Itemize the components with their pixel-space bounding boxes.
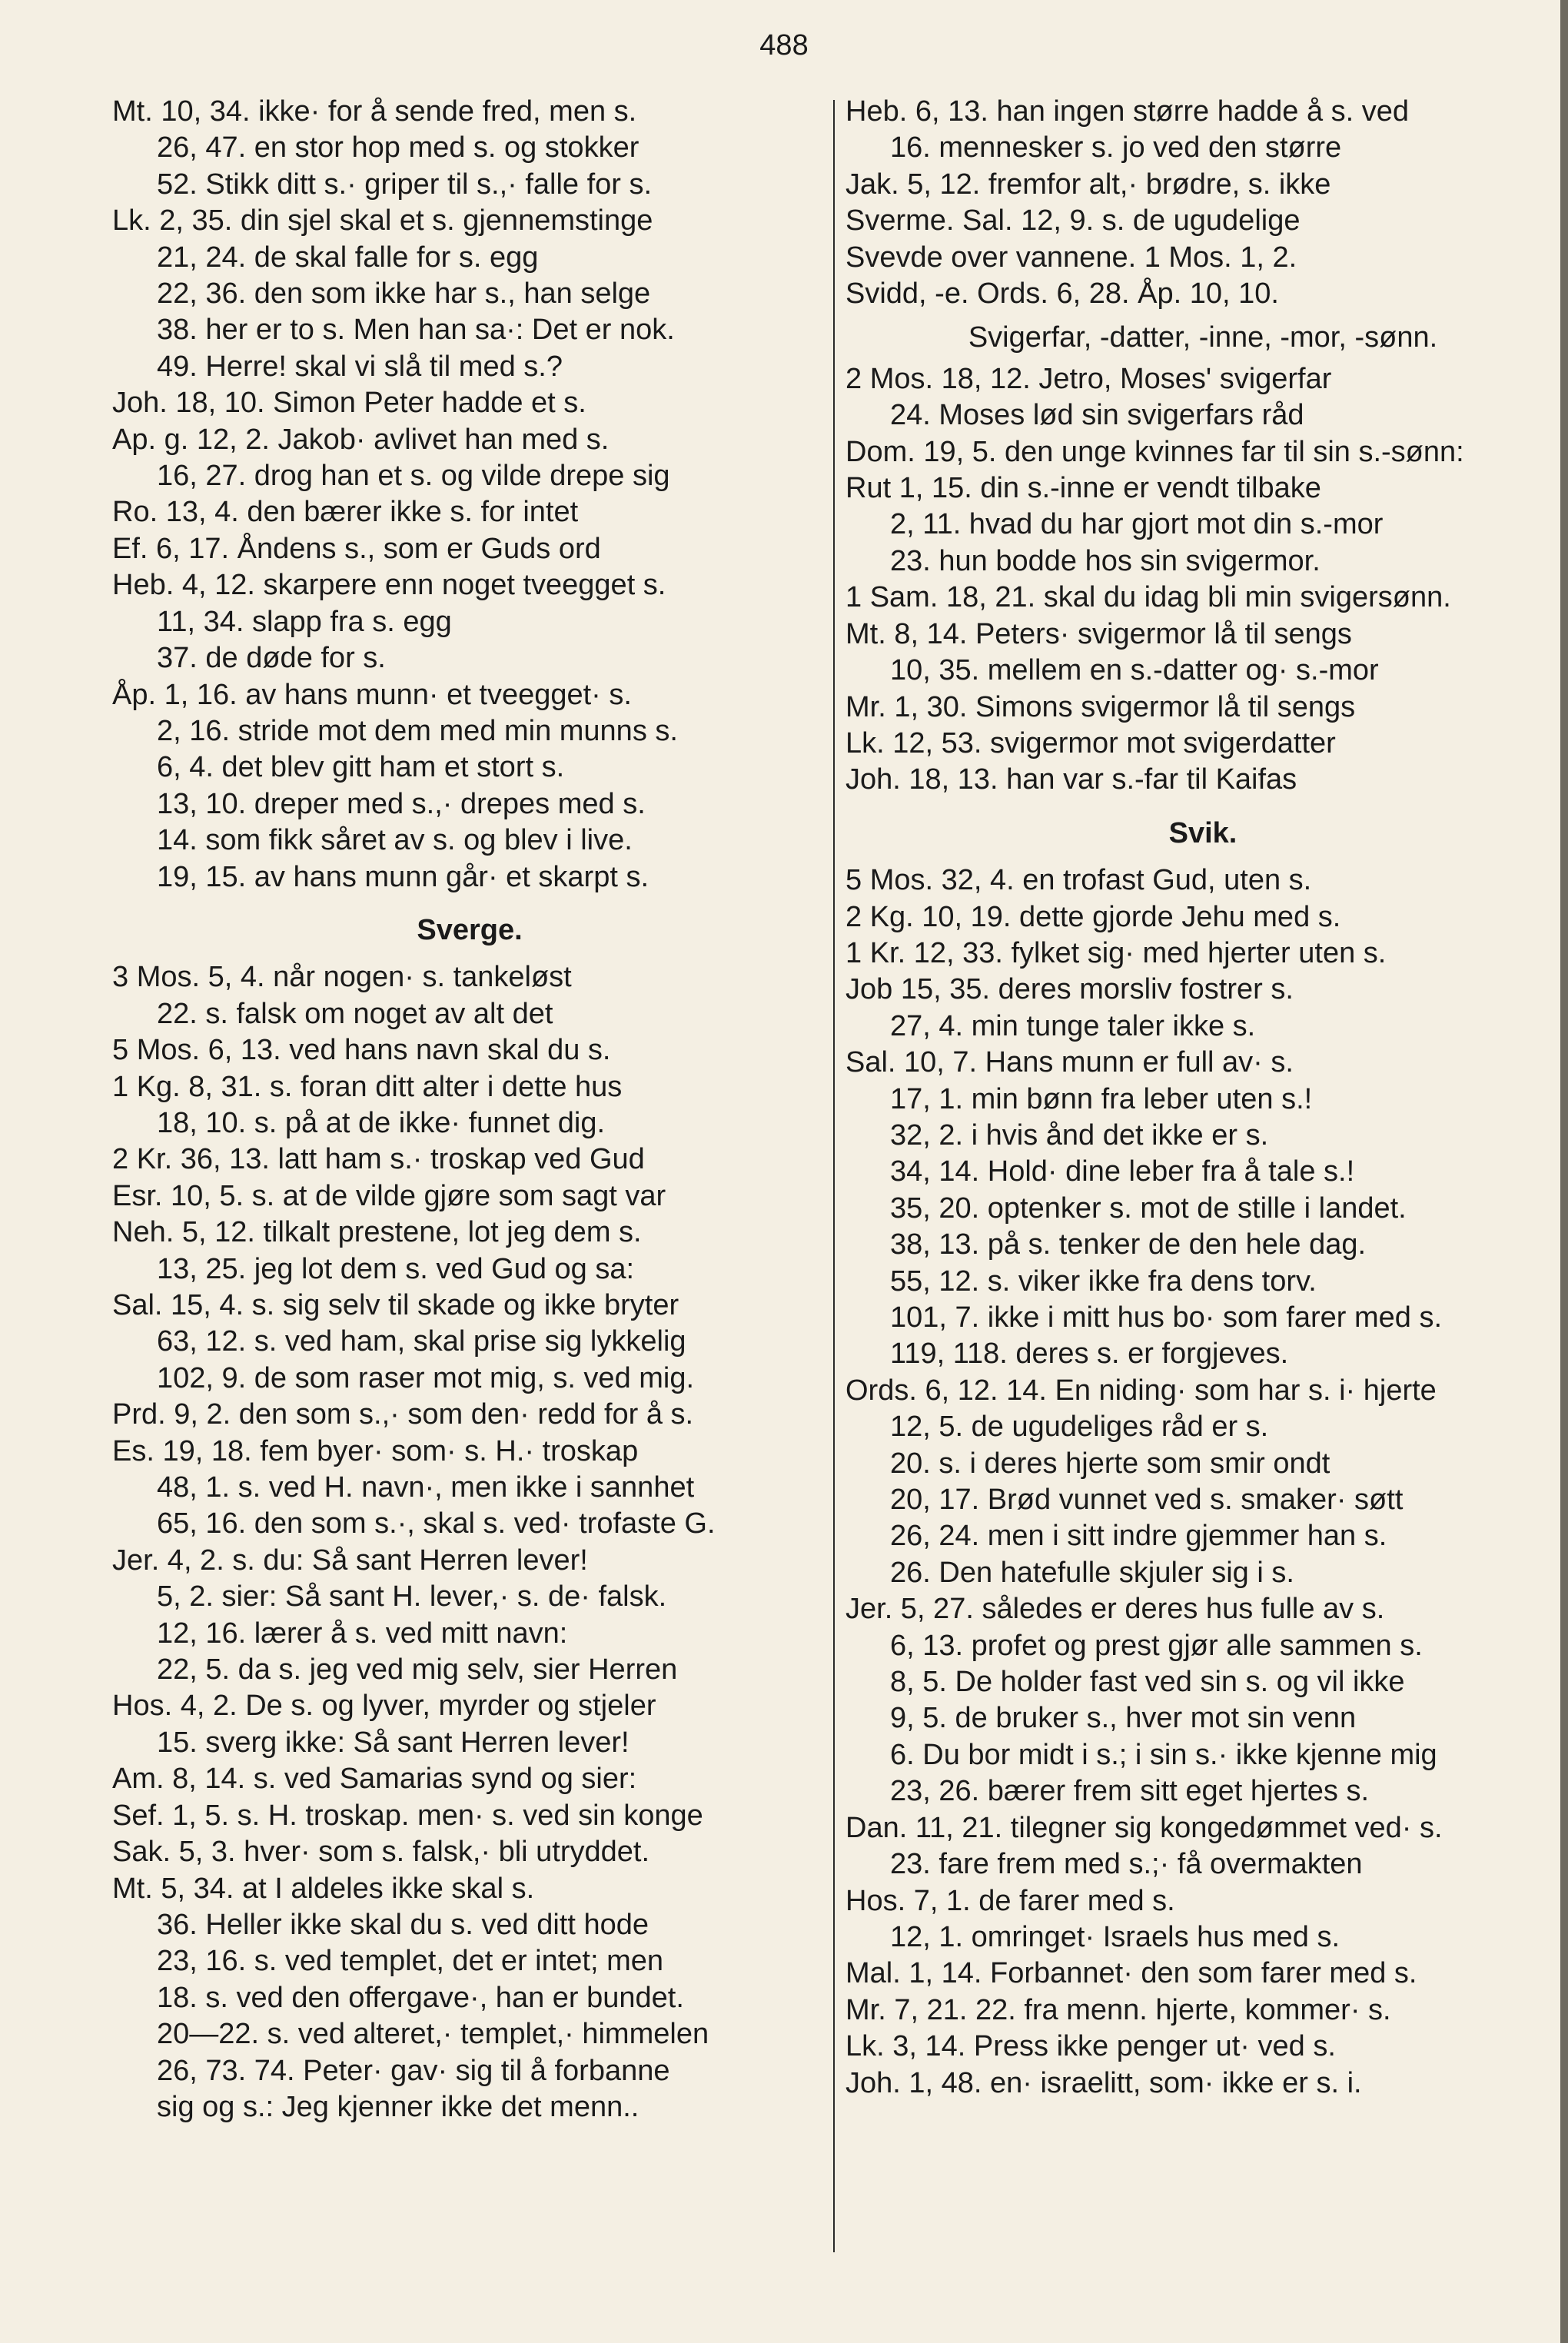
concordance-entry: Joh. 1, 48. en· israelitt, som· ikke er s. i.	[845, 2066, 1362, 2099]
concordance-entry: 22, 5. da s. jeg ved mig selv, sier Herren	[157, 1653, 678, 1687]
concordance-entry: 6. Du bor midt i s.; i sin s.· ikke kjenne mig	[890, 1738, 1437, 1771]
concordance-entry: 26. Den hatefulle skjuler sig i s.	[890, 1556, 1294, 1589]
concordance-entry: 2 Kr. 36, 13. latt ham s.· troskap ved Gud	[112, 1143, 645, 1176]
concordance-entry: 19, 15. av hans munn går· et skarpt s.	[157, 860, 649, 893]
concordance-entry: 20, 17. Brød vunnet ved s. smaker· søtt	[890, 1484, 1404, 1517]
concordance-entry: Lk. 3, 14. Press ikke penger ut· ved s.	[845, 2030, 1336, 2063]
concordance-entry: 23. hun bodde hos sin svigermor.	[890, 544, 1321, 577]
concordance-entry: 27, 4. min tunge taler ikke s.	[890, 1009, 1256, 1042]
concordance-entry: 18, 10. s. på at de ikke· funnet dig.	[157, 1106, 606, 1139]
concordance-entry: 5 Mos. 6, 13. ved hans navn skal du s.	[112, 1034, 611, 1067]
concordance-entry: Jer. 4, 2. s. du: Så sant Herren lever!	[112, 1544, 588, 1577]
concordance-entry: 21, 24. de skal falle for s. egg	[157, 241, 539, 274]
concordance-entry: 119, 118. deres s. er forgjeves.	[890, 1338, 1289, 1371]
concordance-entry: Job 15, 35. deres morsliv fostrer s.	[845, 973, 1294, 1006]
concordance-entry: 20—22. s. ved alteret,· templet,· himmelen	[157, 2018, 709, 2051]
concordance-entry: 13, 25. jeg lot dem s. ved Gud og sa:	[157, 1252, 635, 1285]
concordance-entry: 11, 34. slapp fra s. egg	[157, 605, 452, 638]
concordance-entry: 1 Kr. 12, 33. fylket sig· med hjerter uten s.	[845, 936, 1387, 969]
concordance-entry: Hos. 7, 1. de farer med s.	[845, 1884, 1175, 1917]
concordance-entry: 36. Heller ikke skal du s. ved ditt hode	[157, 1908, 649, 1941]
concordance-entry: 12, 5. de ugudeliges råd er s.	[890, 1411, 1269, 1444]
page-number: 488	[759, 29, 809, 61]
concordance-entry: 12, 16. lærer å s. ved mitt navn:	[157, 1617, 568, 1650]
concordance-entry: 6, 13. profet og prest gjør alle sammen s.	[890, 1629, 1423, 1662]
concordance-entry: Heb. 4, 12. skarpere enn noget tveegget s.	[112, 569, 666, 602]
concordance-entry: 63, 12. s. ved ham, skal prise sig lykkelig	[157, 1325, 686, 1358]
concordance-entry: Sak. 5, 3. hver· som s. falsk,· bli utryddet.	[112, 1836, 650, 1869]
concordance-entry: 8, 5. De holder fast ved sin s. og vil ikke	[890, 1666, 1405, 1699]
concordance-entry: 38, 13. på s. tenker de den hele dag.	[890, 1228, 1367, 1261]
concordance-entry: 102, 9. de som raser mot mig, s. ved mig.	[157, 1361, 695, 1394]
concordance-entry: 48, 1. s. ved H. navn·, men ikke i sannhet	[157, 1471, 695, 1504]
concordance-entry: Ro. 13, 4. den bærer ikke s. for intet	[112, 496, 579, 529]
concordance-entry: 2 Mos. 18, 12. Jetro, Moses' svigerfar	[845, 362, 1332, 395]
concordance-entry: 52. Stikk ditt s.· griper til s.,· falle for s.	[157, 168, 653, 201]
concordance-entry: 13, 10. dreper med s.,· drepes med s.	[157, 787, 646, 820]
concordance-entry: 2, 11. hvad du har gjort mot din s.-mor	[890, 508, 1384, 541]
concordance-entry: 16. mennesker s. jo ved den større	[890, 131, 1342, 165]
concordance-entry: Sverme. Sal. 12, 9. s. de ugudelige	[845, 204, 1301, 238]
section-heading: Svik.	[1168, 816, 1237, 849]
concordance-entry: 10, 35. mellem en s.-datter og· s.-mor	[890, 654, 1379, 687]
concordance-entry: 12, 1. omringet· Israels hus med s.	[890, 1920, 1340, 1953]
concordance-entry: 1 Kg. 8, 31. s. foran ditt alter i dette hus	[112, 1070, 623, 1103]
left-column	[112, 94, 827, 2125]
concordance-entry: Svidd, -e. Ords. 6, 28. Åp. 10, 10.	[845, 278, 1279, 311]
concordance-entry: Jer. 5, 27. således er deres hus fulle av s.	[845, 1593, 1385, 1626]
concordance-entry: Esr. 10, 5. s. at de vilde gjøre som sagt var	[112, 1179, 666, 1212]
concordance-entry: 22, 36. den som ikke har s., han selge	[157, 278, 651, 311]
concordance-entry: 23, 26. bærer frem sitt eget hjertes s.	[890, 1775, 1370, 1808]
concordance-entry: Es. 19, 18. fem byer· som· s. H.· troskap	[112, 1434, 639, 1467]
concordance-entry: 3 Mos. 5, 4. når nogen· s. tankeløst	[112, 961, 572, 994]
concordance-entry: Sal. 15, 4. s. sig selv til skade og ikke bryter	[112, 1289, 679, 1321]
concordance-entry: 15. sverg ikke: Så sant Herren lever!	[157, 1726, 630, 1759]
concordance-entry: 35, 20. optenker s. mot de stille i landet.	[890, 1191, 1407, 1225]
concordance-entry: Prd. 9, 2. den som s.,· som den· redd for å s.	[112, 1398, 694, 1431]
concordance-entry: Mt. 8, 14. Peters· svigermor lå til sengs	[845, 617, 1352, 650]
concordance-entry: 34, 14. Hold· dine leber fra å tale s.!	[890, 1155, 1355, 1188]
concordance-entry: Sef. 1, 5. s. H. troskap. men· s. ved sin konge	[112, 1799, 703, 1832]
concordance-entry: 18. s. ved den offergave·, han er bundet.	[157, 1981, 684, 2014]
concordance-entry: 1 Sam. 18, 21. skal du idag bli min svigersønn.	[845, 581, 1451, 614]
concordance-entry: 23. fare frem med s.;· få overmakten	[890, 1848, 1363, 1881]
concordance-entry: sig og s.: Jeg kjenner ikke det menn..	[157, 2090, 639, 2123]
subsection-heading: Svigerfar, -datter, -inne, -mor, -sønn.	[968, 321, 1438, 354]
concordance-entry: 2 Kg. 10, 19. dette gjorde Jehu med s.	[845, 900, 1341, 933]
concordance-entry: 6, 4. det blev gitt ham et stort s.	[157, 751, 565, 784]
concordance-entry: 49. Herre! skal vi slå til med s.?	[157, 350, 563, 383]
concordance-entry: Ords. 6, 12. 14. En niding· som har s. i· hjerte	[845, 1374, 1437, 1407]
concordance-entry: Rut 1, 15. din s.-inne er vendt tilbake	[845, 472, 1321, 505]
concordance-entry: Joh. 18, 13. han var s.-far til Kaifas	[845, 763, 1297, 796]
concordance-entry: Mr. 7, 21. 22. fra menn. hjerte, kommer· s.	[845, 1993, 1391, 2026]
concordance-entry: Neh. 5, 12. tilkalt prestene, lot jeg dem s.	[112, 1216, 642, 1249]
concordance-entry: Hos. 4, 2. De s. og lyver, myrder og stjeler	[112, 1690, 656, 1723]
concordance-entry: Mt. 10, 34. ikke· for å sende fred, men s.	[112, 95, 637, 128]
concordance-entry: 32, 2. i hvis ånd det ikke er s.	[890, 1118, 1269, 1152]
concordance-entry: 65, 16. den som s.·, skal s. ved· trofaste G.	[157, 1507, 716, 1540]
concordance-entry: Åp. 1, 16. av hans munn· et tveegget· s.	[112, 678, 632, 711]
concordance-entry: 16, 27. drog han et s. og vilde drepe sig	[157, 460, 670, 493]
concordance-entry: 14. som fikk såret av s. og blev i live.	[157, 824, 633, 857]
concordance-entry: 20. s. i deres hjerte som smir ondt	[890, 1447, 1330, 1480]
concordance-entry: 26, 24. men i sitt indre gjemmer han s.	[890, 1520, 1387, 1553]
concordance-entry: Sal. 10, 7. Hans munn er full av· s.	[845, 1046, 1294, 1079]
concordance-entry: 24. Moses lød sin svigerfars råd	[890, 399, 1304, 432]
concordance-entry: Heb. 6, 13. han ingen større hadde å s. ved	[845, 95, 1410, 128]
concordance-entry: Ap. g. 12, 2. Jakob· avlivet han med s.	[112, 423, 610, 456]
concordance-entry: Joh. 18, 10. Simon Peter hadde et s.	[112, 387, 586, 420]
concordance-entry: Mr. 1, 30. Simons svigermor lå til sengs	[845, 690, 1356, 723]
concordance-entry: 101, 7. ikke i mitt hus bo· som farer med s.	[890, 1301, 1443, 1334]
concordance-entry: 26, 47. en stor hop med s. og stokker	[157, 131, 639, 165]
concordance-entry: Svevde over vannene. 1 Mos. 1, 2.	[845, 241, 1297, 274]
concordance-entry: Mal. 1, 14. Forbannet· den som farer med s.	[845, 1957, 1417, 1990]
concordance-entry: 22. s. falsk om noget av alt det	[157, 997, 553, 1030]
concordance-entry: 23, 16. s. ved templet, det er intet; men	[157, 1945, 664, 1978]
concordance-entry: 5, 2. sier: Så sant H. lever,· s. de· falsk.	[157, 1580, 667, 1614]
concordance-entry: Lk. 2, 35. din sjel skal et s. gjennemstinge	[112, 204, 653, 238]
page-edge	[1560, 0, 1568, 2343]
concordance-entry: 26, 73. 74. Peter· gav· sig til å forbanne	[157, 2054, 670, 2087]
concordance-entry: 9, 5. de bruker s., hver mot sin venn	[890, 1702, 1357, 1735]
concordance-entry: Jak. 5, 12. fremfor alt,· brødre, s. ikke	[845, 168, 1331, 201]
right-column	[845, 94, 1560, 2102]
concordance-entry: 2, 16. stride mot dem med min munns s.	[157, 714, 678, 747]
concordance-entry: 5 Mos. 32, 4. en trofast Gud, uten s.	[845, 864, 1312, 897]
concordance-entry: 38. her er to s. Men han sa·: Det er nok.	[157, 314, 675, 347]
concordance-entry: Dan. 11, 21. tilegner sig kongedømmet ved· s.	[845, 1811, 1443, 1844]
concordance-entry: 37. de døde for s.	[157, 642, 386, 675]
section-heading: Sverge.	[417, 913, 523, 946]
concordance-entry: Mt. 5, 34. at I aldeles ikke skal s.	[112, 1872, 535, 1905]
concordance-entry: Am. 8, 14. s. ved Samarias synd og sier:	[112, 1763, 637, 1796]
concordance-entry: 17, 1. min bønn fra leber uten s.!	[890, 1082, 1313, 1115]
concordance-entry: Lk. 12, 53. svigermor mot svigerdatter	[845, 726, 1336, 759]
concordance-entry: Dom. 19, 5. den unge kvinnes far til sin s.-sønn:	[845, 435, 1464, 468]
concordance-entry: 55, 12. s. viker ikke fra dens torv.	[890, 1265, 1317, 1298]
column-divider	[833, 100, 835, 2252]
concordance-entry: Ef. 6, 17. Åndens s., som er Guds ord	[112, 532, 601, 565]
